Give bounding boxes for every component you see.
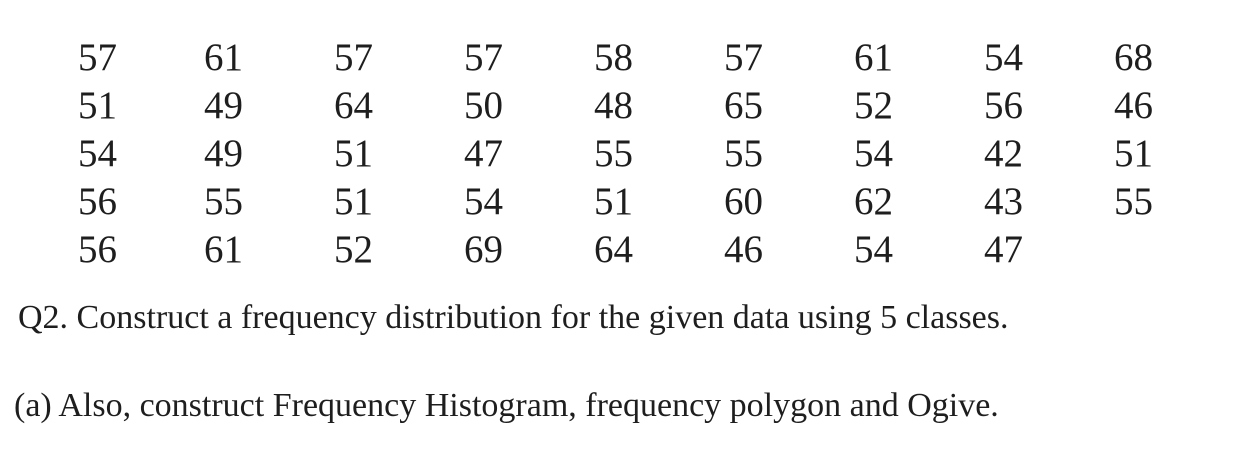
table-cell: 51 xyxy=(78,84,117,127)
data-table xyxy=(78,34,1244,274)
table-cell: 60 xyxy=(724,180,763,223)
table-cell xyxy=(1114,226,1244,274)
table-cell: 61 xyxy=(204,36,243,79)
table-cell: 47 xyxy=(464,132,503,175)
table-cell: 48 xyxy=(594,84,633,127)
table-cell: 65 xyxy=(724,84,763,127)
table-cell: 58 xyxy=(594,36,633,79)
table-cell: 54 xyxy=(78,132,117,175)
data-table-body xyxy=(78,34,1244,274)
table-cell: 61 xyxy=(204,228,243,271)
table-row xyxy=(78,130,1244,178)
table-cell: 62 xyxy=(854,180,893,223)
sub-question-text: (a) Also, construct Frequency Histogram, frequency polygon and Ogive. xyxy=(14,387,999,424)
table-cell: 51 xyxy=(334,180,373,223)
table-cell: 68 xyxy=(1114,36,1153,79)
table-cell: 54 xyxy=(464,180,503,223)
table-row xyxy=(78,226,1244,274)
table-cell: 57 xyxy=(464,36,503,79)
table-cell: 52 xyxy=(854,84,893,127)
table-cell: 51 xyxy=(334,132,373,175)
table-cell: 42 xyxy=(984,132,1023,175)
table-cell: 54 xyxy=(984,36,1023,79)
table-cell: 56 xyxy=(78,180,117,223)
table-cell: 64 xyxy=(334,84,373,127)
table-cell: 56 xyxy=(78,228,117,271)
table-cell: 69 xyxy=(464,228,503,271)
table-row xyxy=(78,178,1244,226)
table-cell: 50 xyxy=(464,84,503,127)
table-cell: 57 xyxy=(78,36,117,79)
table-cell: 51 xyxy=(1114,132,1153,175)
table-cell: 55 xyxy=(594,132,633,175)
table-cell: 54 xyxy=(854,132,893,175)
table-cell: 46 xyxy=(724,228,763,271)
table-cell: 43 xyxy=(984,180,1023,223)
table-row xyxy=(78,82,1244,130)
table-cell: 51 xyxy=(594,180,633,223)
table-cell: 55 xyxy=(724,132,763,175)
table-cell: 64 xyxy=(594,228,633,271)
table-cell: 55 xyxy=(1114,180,1153,223)
table-cell: 57 xyxy=(724,36,763,79)
question-text: Q2. Construct a frequency distribution for the given data using 5 classes. xyxy=(18,299,1009,336)
table-cell: 55 xyxy=(204,180,243,223)
table-row xyxy=(78,34,1244,82)
table-cell: 49 xyxy=(204,84,243,127)
table-cell: 52 xyxy=(334,228,373,271)
table-cell: 46 xyxy=(1114,84,1153,127)
table-cell: 47 xyxy=(984,228,1023,271)
table-cell: 61 xyxy=(854,36,893,79)
table-cell: 49 xyxy=(204,132,243,175)
table-cell: 56 xyxy=(984,84,1023,127)
table-cell: 57 xyxy=(334,36,373,79)
table-cell: 54 xyxy=(854,228,893,271)
